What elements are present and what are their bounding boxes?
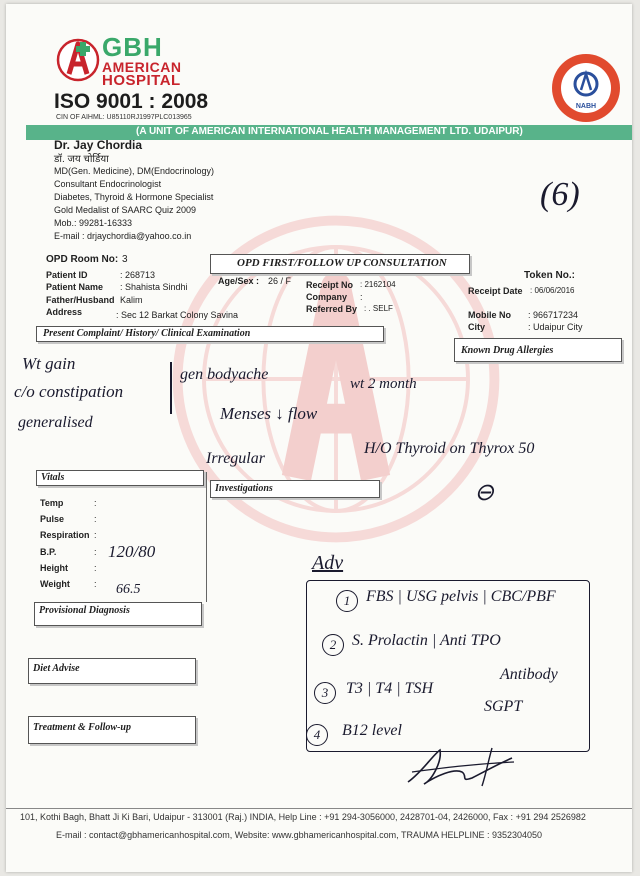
iso-certification: ISO 9001 : 2008 — [54, 90, 209, 113]
city-label: City — [468, 322, 486, 332]
diagnosis-section-label: Provisional Diagnosis — [39, 605, 130, 616]
note-divider — [170, 362, 172, 414]
referred-by-value: : . SELF — [364, 304, 393, 313]
token-label: Token No.: — [524, 270, 575, 281]
receipt-no-label: Receipt No — [306, 280, 354, 290]
logo-text-hospital: HOSPITAL — [102, 72, 181, 89]
note-thyroid-history: H/O Thyroid on Thyrox 50 — [364, 440, 535, 457]
vital-respiration-label: Respiration — [40, 530, 90, 540]
vital-temp-sep: : — [94, 498, 97, 508]
vital-weight-label: Weight — [40, 579, 70, 589]
prescription-sheet — [6, 4, 632, 872]
advice-3-continuation: SGPT — [484, 698, 523, 715]
hospital-logo-icon — [56, 34, 100, 86]
note-constipation: c/o constipation — [14, 382, 124, 401]
vitals-section-box — [36, 470, 204, 486]
address-value: : Sec 12 Barkat Colony Savina — [116, 310, 239, 320]
nabh-label: NABH — [575, 103, 597, 110]
note-generalised: generalised — [18, 414, 93, 431]
father-husband-value: Kalim — [120, 295, 143, 305]
investigations-section-label: Investigations — [215, 483, 273, 494]
treatment-section-box — [28, 716, 196, 744]
vital-pulse-label: Pulse — [40, 514, 65, 524]
advice-2-text: S. Prolactin | Anti TPO — [352, 632, 501, 649]
vitals-section-label: Vitals — [41, 472, 65, 483]
company-label: Company — [306, 292, 348, 302]
mobile-no-value: : 966717234 — [528, 310, 579, 320]
doctor-title: Consultant Endocrinologist — [54, 179, 162, 189]
vital-height-label: Height — [40, 563, 68, 573]
doctor-mobile: Mob.: 99281-16333 — [54, 218, 133, 228]
vital-weight-value: 66.5 — [116, 582, 141, 597]
note-weight-gain: Wt gain — [22, 354, 76, 373]
advice-1-text: FBS | USG pelvis | CBC/PBF — [366, 588, 556, 605]
vital-pulse-sep: : — [94, 514, 97, 524]
city-value: : Udaipur City — [528, 322, 583, 332]
patient-id-label: Patient ID — [46, 270, 88, 280]
patient-name-value: : Shahista Sindhi — [120, 282, 188, 292]
doctor-name-hindi: डॉ. जय चोर्डिया — [54, 154, 109, 165]
advice-2-number: 2 — [322, 634, 344, 656]
complaint-section-label: Present Complaint/ History/ Clinical Examination — [43, 328, 251, 339]
note-irregular: Irregular — [206, 450, 265, 467]
vital-bp-sep: : — [94, 547, 97, 557]
vital-bp-label: B.P. — [40, 547, 57, 557]
note-two-months: wt 2 month — [350, 376, 417, 392]
address-label: Address — [46, 307, 83, 317]
logo-text-american: AMERICAN — [102, 59, 182, 75]
consultation-title-box — [210, 254, 470, 274]
doctor-signature — [402, 742, 522, 790]
patient-id-value: : 268713 — [120, 270, 156, 280]
doctor-specialty: Diabetes, Thyroid & Hormone Specialist — [54, 192, 214, 202]
vital-temp-label: Temp — [40, 498, 64, 508]
vital-weight-sep: : — [94, 579, 97, 589]
doctor-name: Dr. Jay Chordia — [54, 138, 143, 152]
mobile-no-label: Mobile No — [468, 310, 511, 320]
age-sex-label: Age/Sex : — [218, 276, 260, 286]
advice-title: Adv — [312, 552, 344, 574]
father-husband-label: Father/Husband — [46, 295, 115, 305]
diagnosis-section-box — [34, 602, 202, 626]
vital-respiration-sep: : — [94, 530, 97, 540]
receipt-no-value: : 2162104 — [360, 280, 396, 289]
treatment-section-label: Treatment & Follow-up — [33, 722, 131, 733]
handwritten-page-number: (6) — [540, 176, 580, 213]
patient-name-label: Patient Name — [46, 282, 104, 292]
cin-number: CIN OF AIHML: U85110RJ1997PLC013965 — [56, 114, 192, 121]
doctor-qualification: MD(Gen. Medicine), DM(Endocrinology) — [54, 166, 215, 176]
advice-4-text: B12 level — [342, 722, 402, 739]
note-menses-flow: Menses ↓ flow — [220, 404, 318, 423]
advice-2-continuation: Antibody — [500, 666, 558, 683]
opd-room-value: 3 — [122, 254, 128, 265]
vital-bp-value: 120/80 — [108, 542, 156, 561]
doctor-award: Gold Medalist of SAARC Quiz 2009 — [54, 205, 197, 215]
note-bodyache: gen bodyache — [180, 366, 269, 383]
complaint-section-box — [36, 326, 384, 342]
consultation-title: OPD FIRST/FOLLOW UP CONSULTATION — [237, 257, 447, 269]
footer-contact: E-mail : contact@gbhamericanhospital.com, Website: www.gbhamericanhospital.com, TRAUMA HELPLINE : 9352304050 — [56, 830, 543, 840]
diet-section-box — [28, 658, 196, 684]
investigations-section-box — [210, 480, 380, 498]
referred-by-label: Referred By — [306, 304, 358, 314]
vitals-column-divider — [206, 472, 207, 602]
allergies-section-box — [454, 338, 622, 362]
logo-text-gbh: GBH — [102, 32, 163, 62]
doctor-email: E-mail : drjaychordia@yahoo.co.in — [54, 231, 192, 241]
footer-address: 101, Kothi Bagh, Bhatt Ji Ki Bari, Udaipur - 313001 (Raj.) INDIA, Help Line : +91 294-3056000, 2428701-04, 2426000, Fax : +91 294 2526982 — [20, 812, 586, 822]
footer-divider — [6, 808, 632, 809]
advice-4-number: 4 — [306, 724, 328, 746]
receipt-date-value: : 06/06/2016 — [530, 286, 575, 295]
age-sex-value: 26 / F — [268, 276, 292, 286]
nabh-seal-icon — [550, 52, 622, 124]
advice-3-number: 3 — [314, 682, 336, 704]
opd-room-label: OPD Room No: — [46, 254, 119, 265]
receipt-date-label: Receipt Date — [468, 286, 523, 296]
no-allergy-mark: ⊖ — [474, 480, 495, 506]
advice-3-text: T3 | T4 | TSH — [346, 680, 434, 697]
diet-section-label: Diet Advise — [33, 663, 80, 674]
advice-1-number: 1 — [336, 590, 358, 612]
company-value: : — [360, 292, 363, 302]
unit-banner-text: (A UNIT OF AMERICAN INTERNATIONAL HEALTH MANAGEMENT LTD. UDAIPUR) — [136, 126, 523, 137]
allergies-section-label: Known Drug Allergies — [461, 345, 554, 356]
vital-height-sep: : — [94, 563, 97, 573]
